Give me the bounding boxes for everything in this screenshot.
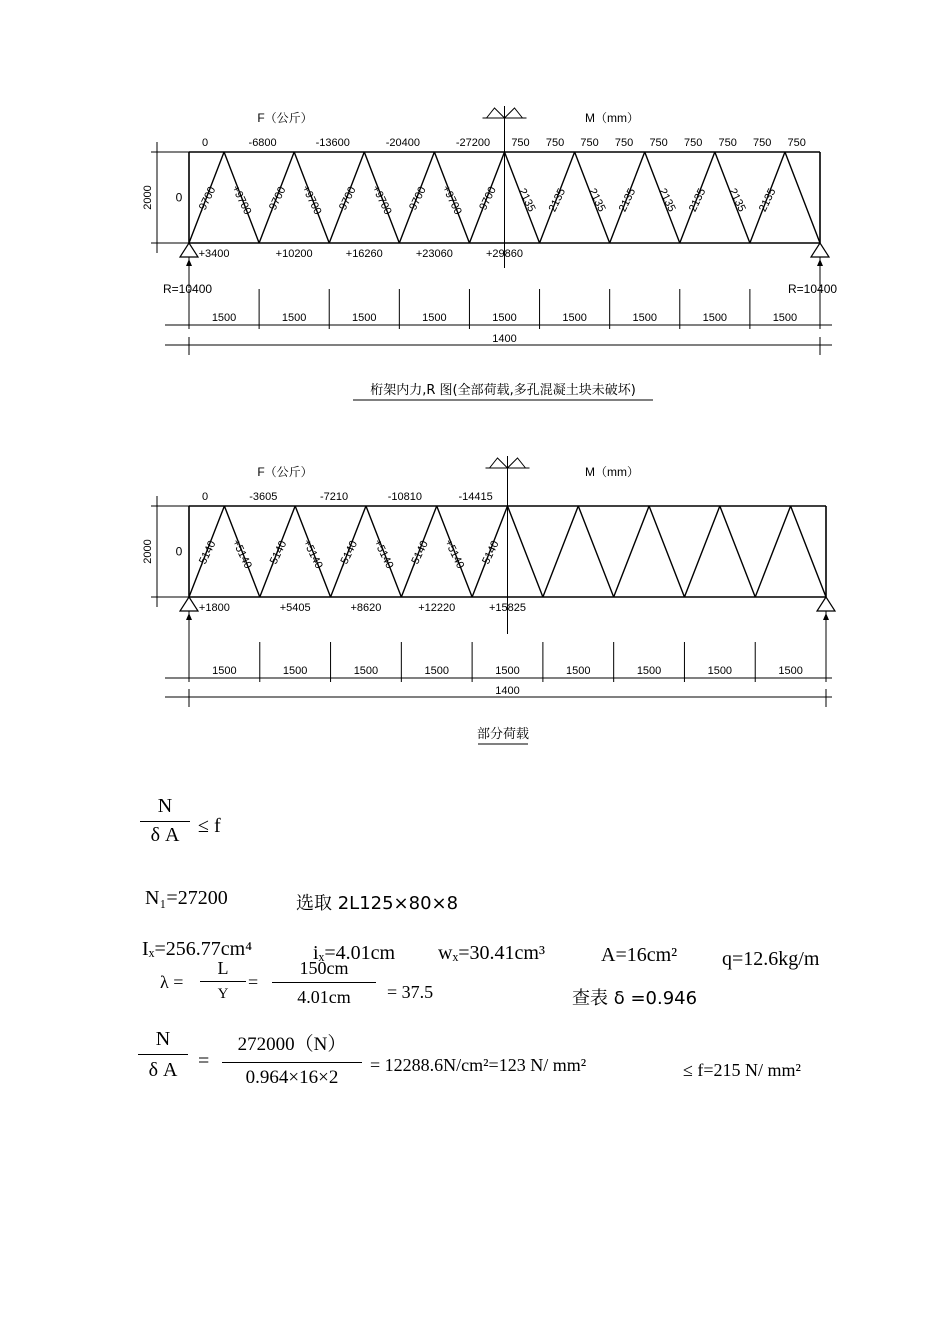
diagonal-force-label: 2135 <box>515 186 538 214</box>
radius-of-gyration: iₓ=4.01cm <box>313 942 396 964</box>
support-left <box>180 597 198 611</box>
moment-label: 750 <box>787 137 806 149</box>
diagonal-force-label: -5140 <box>478 538 502 570</box>
reaction-arrowhead <box>817 259 823 266</box>
force-title: F（公斤） <box>257 465 313 479</box>
diagonal-force-label: 2135 <box>656 186 678 214</box>
diagonal-member <box>508 506 543 597</box>
diagonal-force-label: +9700 <box>369 183 394 217</box>
diagonal-force-label: +5140 <box>371 537 396 571</box>
diagonal-member <box>578 506 613 597</box>
slenderness-result: = 37.5 <box>387 982 434 1002</box>
top-force-label: -20400 <box>385 137 420 149</box>
moment-label: 750 <box>683 137 703 149</box>
top-force-label: -3605 <box>249 491 278 503</box>
bottom-force-label: +12220 <box>418 602 456 614</box>
section-selection: 选取 2L125×80×8 <box>296 893 459 914</box>
top-force-label: -7210 <box>320 491 349 503</box>
formula-stress-rhs: ≤ f <box>198 815 221 837</box>
diagram-caption: 桁架内力,R 图(全部荷载,多孔混凝土块未破坏) <box>370 383 636 398</box>
diagonal-force-label: 2135 <box>586 186 608 214</box>
stress-result: = 12288.6N/cm²=123 N/ mm² <box>370 1055 587 1075</box>
diagonal-force-label: 2135 <box>756 186 779 214</box>
stress-limit-check: ≤ f=215 N/ mm² <box>683 1060 801 1080</box>
stress-check-eq: = <box>198 1050 210 1072</box>
slenderness-eq: = <box>248 972 259 992</box>
diagonal-force-label: +5140 <box>441 537 467 571</box>
left-zero-label: 0 <box>175 544 183 559</box>
span-label: 1500 <box>424 665 449 677</box>
diagonal-force-label: -9700 <box>335 184 359 216</box>
span-label: 1500 <box>282 665 308 677</box>
moment-label: 750 <box>649 137 668 149</box>
diagonal-force-label: +5140 <box>229 537 254 571</box>
diagonal-member <box>755 506 790 597</box>
span-label: 1500 <box>281 312 307 324</box>
bottom-force-label: +15825 <box>488 602 527 614</box>
diagonal-force-label: +5140 <box>300 537 325 571</box>
fraction-bar <box>138 1054 188 1055</box>
top-force-label: -6800 <box>248 137 277 149</box>
diagonal-force-label: -9700 <box>265 184 289 216</box>
diagonal-force-label: 2135 <box>726 186 748 214</box>
diagonal-force-label: 2135 <box>546 186 569 214</box>
fraction-bar <box>222 1062 362 1063</box>
span-label: 1500 <box>702 312 728 324</box>
diagonal-force-label: 2135 <box>686 186 709 214</box>
diagonal-force-label: -9700 <box>195 184 219 216</box>
bottom-force-label: +29860 <box>485 248 524 260</box>
length-value: 150cm <box>299 958 349 978</box>
top-force-label: -13600 <box>315 137 350 149</box>
total-label: 1400 <box>492 333 517 345</box>
moment-title: M（mm） <box>585 465 639 479</box>
bottom-force-label: +5405 <box>279 602 311 614</box>
moment-label: 750 <box>545 137 565 149</box>
bottom-force-label: +10200 <box>275 248 313 260</box>
support-right <box>811 243 829 257</box>
formula-stress-denominator: δ A <box>150 824 180 846</box>
span-label: 1500 <box>772 312 798 324</box>
moment-label: 750 <box>511 137 530 149</box>
truss-diagram-partial-load <box>142 456 835 744</box>
stress-check-numerator: N <box>155 1028 171 1050</box>
truss-diagram-full-load <box>142 106 837 400</box>
force-value: 272000（N） <box>237 1034 347 1055</box>
denominator-value: 0.964×16×2 <box>245 1067 339 1088</box>
force-title: F（公斤） <box>257 111 313 125</box>
span-label: 1500 <box>778 665 803 677</box>
bottom-force-label: +3400 <box>198 248 230 260</box>
reaction-left-label: R=10400 <box>163 282 213 296</box>
top-force-label: 0 <box>201 491 209 503</box>
span-label: 1500 <box>566 665 591 677</box>
span-label: 1500 <box>632 312 657 324</box>
section-modulus: wₓ=30.41cm³ <box>438 942 545 964</box>
lookup-coefficient: 查表 δ =0.946 <box>572 988 698 1009</box>
diagonal-force-label: 2135 <box>616 186 639 214</box>
section-area: A=16cm² <box>601 944 678 966</box>
bottom-force-label: +23060 <box>415 248 453 260</box>
span-label: 1500 <box>562 312 587 324</box>
diagonal-force-label: -9700 <box>405 184 429 216</box>
slenderness-fraction-values <box>272 958 376 1007</box>
span-label: 1500 <box>422 312 447 324</box>
diagonal-member <box>684 506 719 597</box>
span-label: 1500 <box>212 665 237 677</box>
bottom-force-label: +1800 <box>198 602 230 614</box>
top-force-label: -14415 <box>458 491 493 503</box>
diagonal-force-label: +9700 <box>439 183 464 217</box>
reaction-arrowhead <box>186 259 192 266</box>
moment-symbol-right <box>508 458 526 468</box>
reaction-arrowhead <box>186 613 192 620</box>
diagonal-force-label: -5140 <box>336 538 361 570</box>
diagonal-member <box>785 152 820 243</box>
reaction-right-label: R=10400 <box>788 282 838 296</box>
diagonal-member <box>791 506 826 597</box>
n1-value: N₁=27200 <box>145 887 228 909</box>
moment-of-inertia: Iₓ=256.77cm⁴ <box>142 938 253 960</box>
fraction-bar <box>200 981 246 982</box>
fraction-bar <box>272 982 376 983</box>
diagonal-force-label: +9700 <box>229 183 254 217</box>
diagonal-member <box>543 506 578 597</box>
fraction-bar <box>140 821 190 822</box>
height-label: 2000 <box>142 185 154 210</box>
diagonal-member <box>649 506 684 597</box>
diagonal-force-label: -9700 <box>475 184 499 216</box>
diagonal-member <box>614 506 649 597</box>
diagonal-force-label: -5140 <box>266 538 290 570</box>
span-label: 1500 <box>707 665 733 677</box>
moment-label: 750 <box>718 137 737 149</box>
stress-check-values <box>222 1034 362 1089</box>
moment-symbol-right <box>505 108 523 118</box>
formula-stress <box>140 795 190 846</box>
slenderness-numerator: L <box>217 958 229 978</box>
diagonal-force-label: -5140 <box>407 538 431 570</box>
stress-check-fraction <box>138 1028 188 1081</box>
stress-check-denominator: δ A <box>148 1059 178 1081</box>
slenderness-lhs: λ = <box>160 972 184 992</box>
diagonal-force-label: +9700 <box>299 183 324 217</box>
total-label: 1400 <box>495 685 520 697</box>
top-force-label: -27200 <box>455 137 491 149</box>
moment-label: 750 <box>753 137 772 149</box>
reaction-arrowhead <box>823 613 829 620</box>
unit-weight: q=12.6kg/m <box>722 948 820 970</box>
formula-stress-numerator: N <box>157 795 173 817</box>
span-label: 1500 <box>352 312 377 324</box>
diagram-caption: 部分荷载 <box>476 727 530 742</box>
gyration-value: 4.01cm <box>297 987 351 1007</box>
top-force-label: 0 <box>201 137 209 149</box>
span-label: 1500 <box>495 665 520 677</box>
span-label: 1500 <box>636 665 662 677</box>
span-label: 1500 <box>492 312 517 324</box>
slenderness-denominator: Y <box>217 986 229 1002</box>
moment-symbol-left <box>490 458 508 468</box>
span-label: 1500 <box>353 665 379 677</box>
moment-title: M（mm） <box>585 111 639 125</box>
slenderness-fraction <box>200 958 246 1004</box>
bottom-force-label: +16260 <box>345 248 383 260</box>
diagonal-member <box>720 506 755 597</box>
moment-symbol-left <box>487 108 505 118</box>
span-label: 1500 <box>211 312 237 324</box>
moment-label: 750 <box>614 137 634 149</box>
left-zero-label: 0 <box>175 190 183 205</box>
height-label: 2000 <box>142 539 154 564</box>
top-force-label: -10810 <box>387 491 423 503</box>
bottom-force-label: +8620 <box>350 602 382 614</box>
moment-label: 750 <box>580 137 599 149</box>
diagonal-force-label: -5140 <box>195 538 219 570</box>
support-right <box>817 597 835 611</box>
support-left <box>180 243 198 257</box>
